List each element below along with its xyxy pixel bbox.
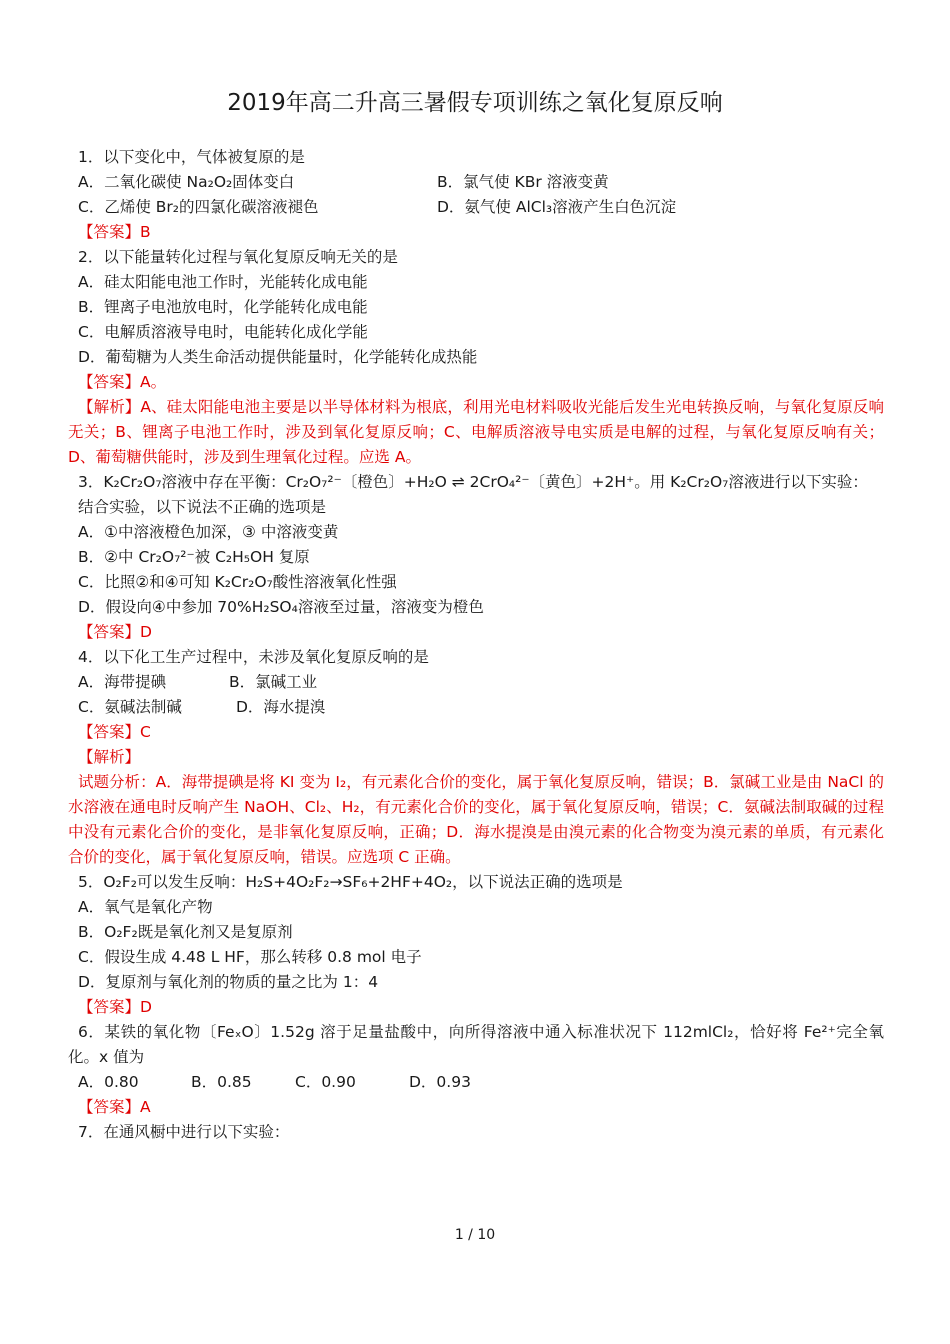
option-b: B．氯气使 KBr 溶液变黄: [437, 173, 609, 191]
option-d: D．复原剂与氧化剂的物质的量之比为 1：4: [78, 973, 379, 991]
option-b: B．0.85: [191, 1073, 252, 1091]
document-body: [68, 145, 884, 1145]
option-c: C．假设生成 4.48 L HF，那么转移 0.8 mol 电子: [78, 948, 422, 966]
option-c: C．氨碱法制碱: [78, 698, 182, 716]
option-d: D．葡萄糖为人类生命活动提供能量时，化学能转化成热能: [78, 348, 478, 366]
option-c: C．乙烯使 Br₂的四氯化碳溶液褪色: [78, 198, 319, 216]
option-c: C．比照②和④可知 K₂Cr₂O₇酸性溶液氧化性强: [78, 573, 397, 591]
question-5-stem: 5．O₂F₂可以发生反响：H₂S+4O₂F₂→SF₆+2HF+4O₂，以下说法正确的选项是: [78, 873, 623, 891]
option-d: D．氨气使 AlCl₃溶液产生白色沉淀: [437, 198, 677, 216]
question-6-options: [68, 1070, 884, 1095]
option-c: C．0.90: [295, 1073, 356, 1091]
option-a: A．①中溶液橙色加深，③ 中溶液变黄: [78, 523, 339, 541]
question-4-analysis: 试题分析：A．海带提碘是将 KI 变为 I₂，有元素化合价的变化，属于氧化复原反响，错误；B．氯碱工业是由 NaCl 的水溶液在通电时反响产生 NaOH、Cl₂、H₂，有元素化合价的变化，属于氧化复原反响，错误；C．氨碱法制取碱的过程中没有元素化合价的变化，是非氧化复原反响，正确；D．海水提溴是由溴元素的化合物变为溴元素的单质，有元素化合价的变化，属于氧化复原反响，错误。应选项 C 正确。: [68, 773, 884, 866]
question-4-analysis-label: 【解析】: [78, 748, 141, 766]
option-b: B．②中 Cr₂O₇²⁻被 C₂H₅OH 复原: [78, 548, 310, 566]
option-d: D．海水提溴: [236, 698, 326, 716]
question-5-answer: 【答案】D: [78, 998, 152, 1016]
question-3-sub-stem: 结合实验，以下说法不正确的选项是: [78, 498, 327, 516]
option-c: C．电解质溶液导电时，电能转化成化学能: [78, 323, 368, 341]
question-1-answer: 【答案】B: [78, 223, 151, 241]
option-a: A．硅太阳能电池工作时，光能转化成电能: [78, 273, 368, 291]
question-4-answer: 【答案】C: [78, 723, 151, 741]
question-4-stem: 4．以下化工生产过程中，未涉及氧化复原反响的是: [78, 648, 429, 666]
option-a: A．氧气是氧化产物: [78, 898, 213, 916]
question-4-options-row-2: [68, 695, 884, 720]
question-1-options-row-2: [68, 195, 884, 220]
option-d: D．0.93: [409, 1073, 471, 1091]
question-6-stem: 6．某铁的氧化物〔FeₓO〕1.52g 溶于足量盐酸中，向所得溶液中通入标准状况下 112mlCl₂，恰好将 Fe²⁺完全氧化。x 值为: [68, 1023, 884, 1066]
option-a: A．0.80: [78, 1073, 139, 1091]
question-3-stem: 3．K₂Cr₂O₇溶液中存在平衡：Cr₂O₇²⁻〔橙色〕+H₂O ⇌ 2CrO₄²⁻〔黄色〕+2H⁺。用 K₂Cr₂O₇溶液进行以下实验：: [78, 473, 868, 491]
option-b: B．锂离子电池放电时，化学能转化成电能: [78, 298, 368, 316]
option-d: D．假设向④中参加 70%H₂SO₄溶液至过量，溶液变为橙色: [78, 598, 484, 616]
option-a: A．海带提碘: [78, 673, 167, 691]
question-2-stem: 2．以下能量转化过程与氧化复原反响无关的是: [78, 248, 398, 266]
page-number: 1 / 10: [454, 1227, 496, 1243]
question-6-answer: 【答案】A: [78, 1098, 151, 1116]
question-4-options-row-1: [68, 670, 884, 695]
question-2-answer: 【答案】A。: [78, 373, 167, 391]
option-b: B．O₂F₂既是氧化剂又是复原剂: [78, 923, 293, 941]
option-a: A．二氧化碳使 Na₂O₂固体变白: [78, 173, 295, 191]
question-3-answer: 【答案】D: [78, 623, 152, 641]
option-b: B．氯碱工业: [229, 673, 318, 691]
question-2-analysis: 【解析】A、硅太阳能电池主要是以半导体材料为根底，利用光电材料吸收光能后发生光电转换反响，与氧化复原反响无关；B、锂离子电池工作时，涉及到氧化复原反响；C、电解质溶液导电实质是电解的过程，与氧化复原反响有关；D、葡萄糖供能时，涉及到生理氧化过程。应选 A。: [68, 398, 884, 466]
question-1-stem: 1．以下变化中，气体被复原的是: [78, 148, 305, 166]
page-title: 2019年高二升高三暑假专项训练之氧化复原反响: [227, 90, 723, 116]
question-1-options-row-1: [68, 170, 884, 195]
question-7-stem: 7．在通风橱中进行以下实验：: [78, 1123, 290, 1141]
